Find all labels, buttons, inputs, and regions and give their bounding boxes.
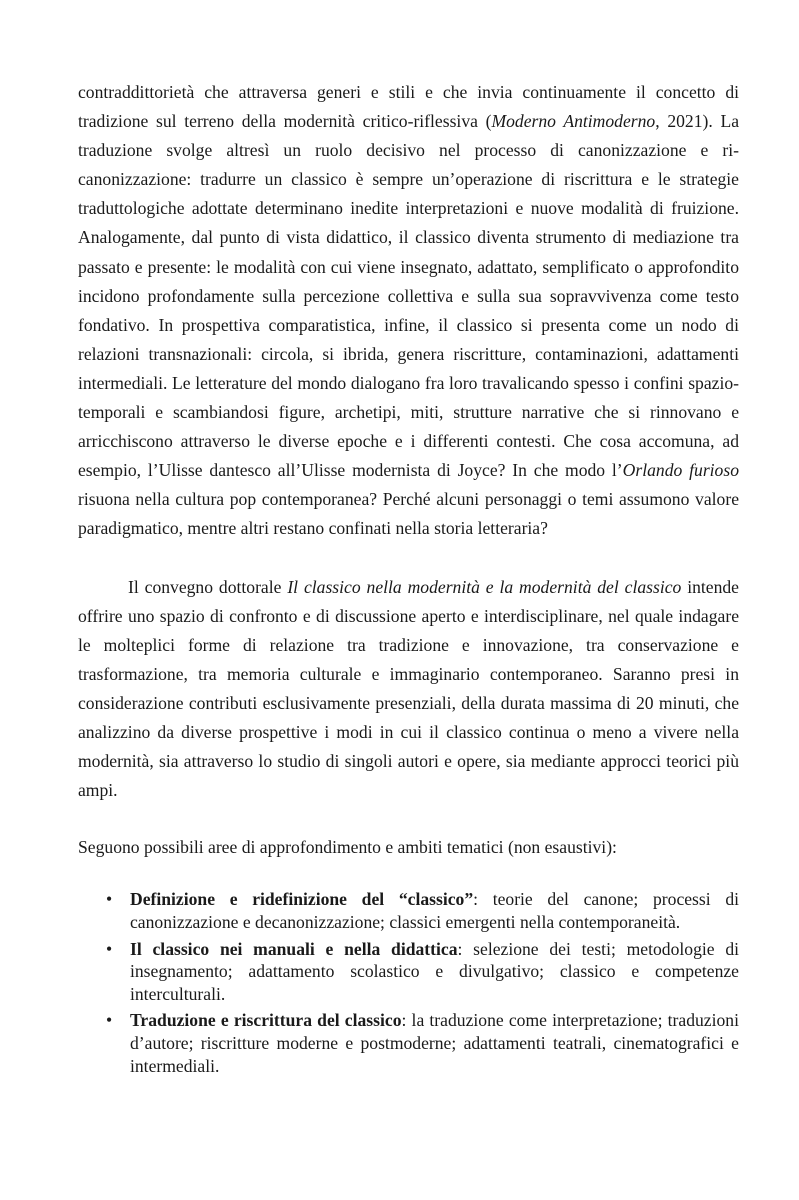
topic-heading: Traduzione e riscrittura del classico bbox=[130, 1010, 402, 1031]
book-title-orlando-furioso: Orlando furioso bbox=[622, 460, 739, 481]
topic-text: : selezione dei testi; metodologie di insegnamento; adattamento scolastico e divulgativo; classico e competenze interculturali. bbox=[130, 938, 740, 1004]
bullet-icon: • bbox=[106, 938, 113, 959]
paragraph-classic-tradition bbox=[78, 78, 739, 544]
paragraph-text: intende offrire uno spazio di confronto e di discussione aperto e interdisciplinare, nel quale indagare le molteplici forme di relazione tra tradizione e innovazione, tra conservazione e trasformazione, tra memoria culturale e immaginario contemporaneo. Saranno presi in considerazione contributi esclusivamente presenziali, della durata massima di 20 minuti, che analizzino da diverse prospettive i modi in cui il classico continua o meno a vivere nella modernità, sia attraverso lo studio di singoli autori e opere, sia mediante approcci teorici più ampi. bbox=[78, 576, 739, 801]
topic-text: : teorie del canone; processi di canonizzazione e decanonizzazione; classici emergenti nella contemporaneità. bbox=[130, 889, 740, 932]
conference-title: Il classico nella modernità e la modernità del classico bbox=[287, 576, 682, 597]
topic-heading: Definizione e ridefinizione del “classico” bbox=[130, 889, 474, 910]
bullet-icon: • bbox=[106, 889, 113, 910]
paragraph-text: contraddittorietà che attraversa generi e stili e che invia continuamente il concetto di tradizione sul terreno della modernità critico-riflessiva ( bbox=[78, 82, 739, 132]
paragraph-text: Il convegno dottorale bbox=[128, 576, 288, 597]
paragraph-text: , 2021). La traduzione svolge altresì un ruolo decisivo nel processo di canonizzazione e ri-canonizzazione: tradurre un classico è sempre un’operazione di riscrittura e le strategie traduttologiche adottate determinano inedite interpretazioni e nuove modalità di fruizione. Analogamente, dal punto di vista didattico, il classico diventa strumento di mediazione tra passato e presente: le modalità con cui viene insegnato, adattato, semplificato o approfondito incidono profondamente sulla percezione collettiva e sulla sua sopravvivenza come testo fondativo. In prospettiva comparatistica, infine, il classico si presenta come un nodo di relazioni transnazionali: circola, si ibrida, genera riscritture, contaminazioni, adattamenti intermediali. Le letterature del mondo dialogano fra loro travalicando spesso i confini spazio-temporali e scambiandosi figure, archetipi, miti, strutture narrative che si rinnovano e arricchiscono attraverso le diverse epoche e i differenti contesti. Che cosa accomuna, ad esempio, l’Ulisse dantesco all’Ulisse modernista di Joyce? In che modo l’ bbox=[78, 111, 740, 481]
paragraph-conference bbox=[78, 573, 739, 806]
bullet-icon: • bbox=[106, 1010, 113, 1031]
topic-heading: Il classico nei manuali e nella didattica bbox=[130, 938, 458, 959]
topics-list bbox=[78, 888, 739, 1077]
list-item bbox=[106, 938, 740, 1006]
list-item bbox=[106, 1009, 739, 1077]
topic-text: : la traduzione come interpretazione; traduzioni d’autore; riscritture moderne e postmoderne; adattamenti teatrali, cinematografici e intermediali. bbox=[130, 1010, 739, 1076]
paragraph-topics-intro: Seguono possibili aree di approfondimento e ambiti tematici (non esaustivi): bbox=[78, 837, 617, 858]
list-item bbox=[106, 888, 740, 933]
book-title-moderno-antimoderno: Moderno Antimoderno bbox=[491, 111, 656, 132]
paragraph-text: risuona nella cultura pop contemporanea? Perché alcuni personaggi o temi assumono valore paradigmatico, mentre altri restano confinati nella storia letteraria? bbox=[78, 489, 739, 539]
